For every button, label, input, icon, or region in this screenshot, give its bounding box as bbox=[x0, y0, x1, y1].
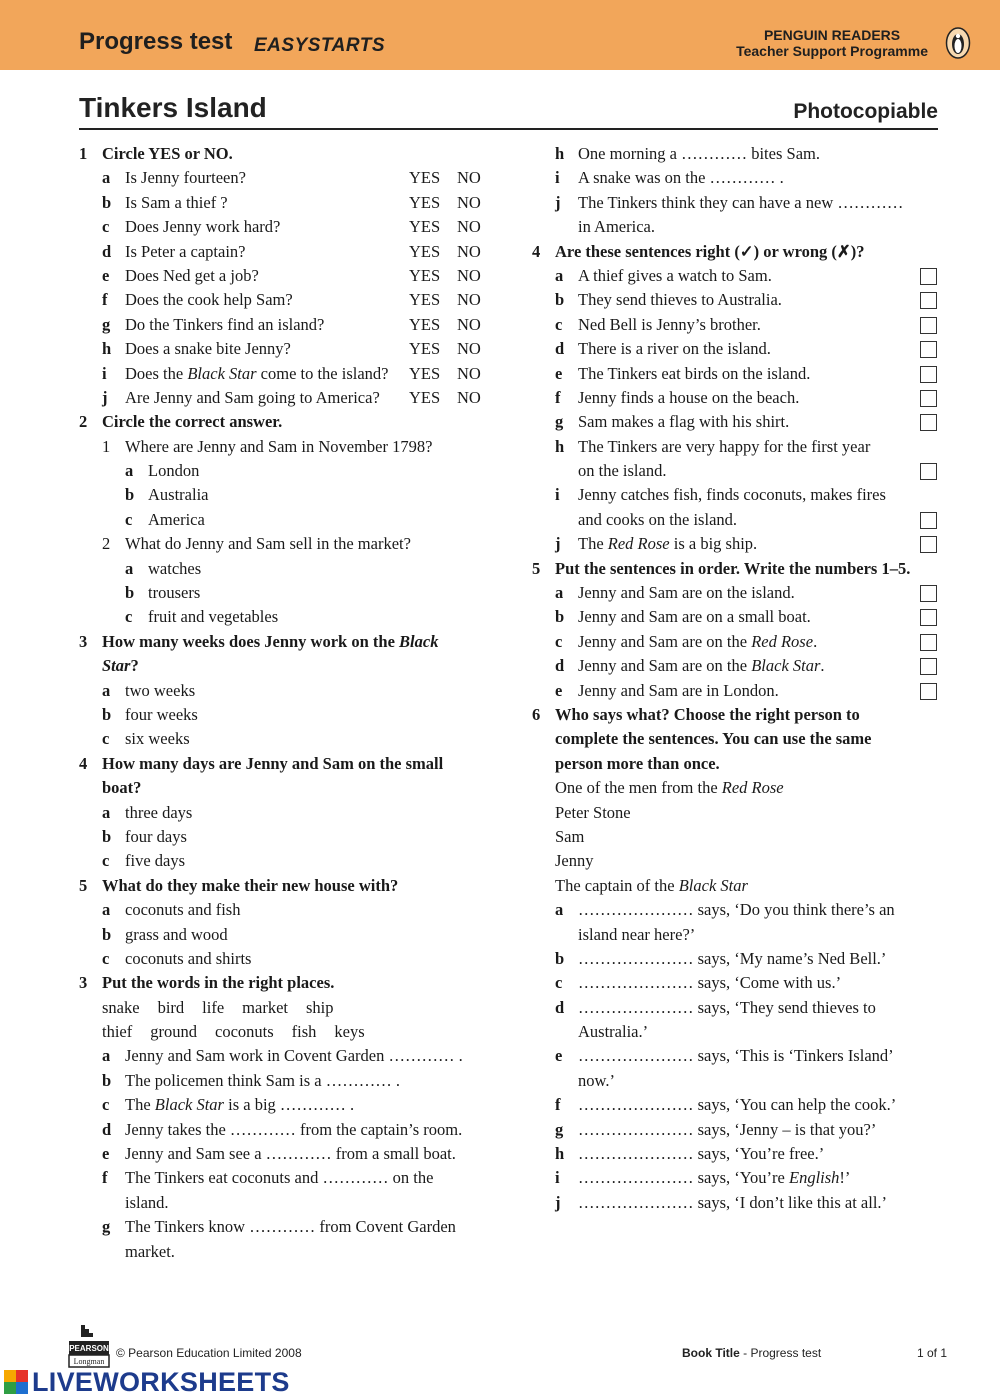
answer-checkbox[interactable] bbox=[920, 634, 937, 651]
answer-checkbox[interactable] bbox=[920, 463, 937, 480]
title-row bbox=[79, 92, 938, 130]
person-option: Sam bbox=[555, 826, 585, 846]
yes-no-item: g Do the Tinkers find an island? YES NO bbox=[79, 313, 499, 337]
word-bank-word: fish bbox=[291, 1022, 317, 1042]
book-title-footer: Book Title - Progress test bbox=[682, 1346, 822, 1360]
right-wrong-item: j The Red Rose is a big ship. bbox=[532, 532, 942, 556]
word-bank-word: thief bbox=[102, 1022, 133, 1042]
yes-no-item: b Is Sam a thief ? YES NO bbox=[79, 191, 499, 215]
question-heading: 5 What do they make their new house with? bbox=[79, 875, 399, 895]
word-bank-word: ship bbox=[305, 997, 334, 1017]
question-heading: 4 Are these sentences right (✓) or wrong (✗)? bbox=[532, 241, 865, 261]
gap-fill-item: a Jenny and Sam work in Covent Garden ………… . bbox=[102, 1046, 463, 1066]
people-list bbox=[532, 776, 942, 898]
q3-options bbox=[79, 679, 499, 752]
answer-option[interactable]: b grass and wood bbox=[102, 924, 228, 944]
answer-checkbox[interactable] bbox=[920, 292, 937, 309]
answer-option[interactable]: a watches bbox=[125, 558, 202, 578]
no-option[interactable]: NO bbox=[457, 241, 481, 261]
yes-option[interactable]: YES bbox=[409, 387, 441, 407]
answer-option[interactable]: c fruit and vegetables bbox=[125, 607, 279, 627]
liveworksheets-icon bbox=[4, 1370, 28, 1394]
answer-option[interactable]: a three days bbox=[102, 802, 193, 822]
right-wrong-item: b They send thieves to Australia. bbox=[532, 288, 942, 312]
word-bank-word: market bbox=[242, 997, 288, 1017]
svg-text:Longman: Longman bbox=[73, 1357, 105, 1366]
gap-fill-item: i A snake was on the ………… . bbox=[555, 168, 784, 188]
order-item: e Jenny and Sam are in London. bbox=[532, 679, 942, 703]
question-heading-cont: Star? bbox=[102, 656, 139, 676]
word-bank-word: bird bbox=[157, 997, 185, 1017]
question-heading: 3 How many weeks does Jenny work on the Black bbox=[79, 631, 439, 651]
header-subtitle: EASYSTARTS bbox=[254, 35, 385, 56]
yes-no-item: e Does Ned get a job? YES NO bbox=[79, 264, 499, 288]
no-option[interactable]: NO bbox=[457, 363, 481, 383]
order-item: d Jenny and Sam are on the Black Star. bbox=[532, 654, 942, 678]
answer-checkbox[interactable] bbox=[920, 390, 937, 407]
who-says-item: c ………………… says, ‘Come with us.’ bbox=[555, 973, 842, 993]
liveworksheets-wordmark: LIVEWORKSHEETS bbox=[32, 1366, 290, 1397]
document-title: Tinkers Island bbox=[79, 92, 267, 123]
yes-option[interactable]: YES bbox=[409, 168, 441, 188]
gap-fill-item-cont: market. bbox=[125, 1241, 175, 1261]
q4-options bbox=[79, 801, 499, 874]
question-heading: 2 Circle the correct answer. bbox=[79, 412, 283, 432]
yes-option[interactable]: YES bbox=[409, 192, 441, 212]
right-wrong-item: f Jenny finds a house on the beach. bbox=[532, 386, 942, 410]
right-wrong-item: h The Tinkers are very happy for the first year bbox=[555, 436, 871, 456]
answer-option[interactable]: b Australia bbox=[125, 485, 209, 505]
word-bank-word: coconuts bbox=[215, 1022, 274, 1042]
yes-no-item: f Does the cook help Sam? YES NO bbox=[79, 288, 499, 312]
word-bank-word: keys bbox=[334, 1022, 365, 1042]
gap-fill-item-cont: island. bbox=[125, 1192, 169, 1212]
question-heading: 4 How many days are Jenny and Sam on the small bbox=[79, 753, 444, 773]
gap-fill-item: g The Tinkers know ………… from Covent Garden bbox=[102, 1217, 456, 1237]
answer-checkbox[interactable] bbox=[920, 536, 937, 553]
header-title: Progress test bbox=[79, 28, 233, 55]
publisher-line-2: Teacher Support Programme bbox=[736, 43, 928, 59]
order-item: c Jenny and Sam are on the Red Rose. bbox=[532, 630, 942, 654]
who-says-item: e ………………… says, ‘This is ‘Tinkers Island’ bbox=[555, 1046, 894, 1066]
question-heading: 5 Put the sentences in order. Write the numbers 1–5. bbox=[532, 558, 911, 578]
who-says-item: a ………………… says, ‘Do you think there’s an bbox=[555, 900, 895, 920]
yes-no-item: a Is Jenny fourteen? YES NO bbox=[79, 166, 499, 190]
liveworksheets-logo bbox=[4, 1368, 290, 1396]
who-says-item: h ………………… says, ‘You’re free.’ bbox=[555, 1144, 825, 1164]
who-says-item: i ………………… says, ‘You’re English!’ bbox=[555, 1168, 851, 1188]
person-option: Jenny bbox=[555, 851, 594, 871]
photocopiable-label: Photocopiable bbox=[793, 100, 938, 123]
no-option[interactable]: NO bbox=[457, 387, 481, 407]
gap-fill-item: h One morning a ………… bites Sam. bbox=[555, 144, 820, 163]
left-column bbox=[79, 142, 499, 1264]
who-says-item: f ………………… says, ‘You can help the cook.’ bbox=[555, 1095, 897, 1115]
gap-fill-continued bbox=[532, 142, 942, 215]
yes-no-item: j Are Jenny and Sam going to America? YES NO bbox=[79, 386, 499, 410]
answer-checkbox[interactable] bbox=[920, 609, 937, 626]
answer-option[interactable]: b four days bbox=[102, 826, 187, 846]
answer-option[interactable]: a London bbox=[125, 461, 200, 481]
q2-1-options bbox=[79, 459, 499, 532]
order-item: b Jenny and Sam are on a small boat. bbox=[532, 605, 942, 629]
right-wrong-item: e The Tinkers eat birds on the island. bbox=[532, 362, 942, 386]
q2-2-options bbox=[79, 557, 499, 630]
yes-no-item: i Does the Black Star come to the island? YES NO bbox=[79, 362, 499, 386]
answer-checkbox[interactable] bbox=[920, 585, 937, 602]
right-wrong-item-cont: and cooks on the island. bbox=[532, 508, 942, 532]
answer-checkbox[interactable] bbox=[920, 317, 937, 334]
right-wrong-item-cont: on the island. bbox=[532, 459, 942, 483]
sub-question: 2 What do Jenny and Sam sell in the market? bbox=[102, 534, 411, 554]
person-option: Peter Stone bbox=[555, 802, 631, 822]
yes-option[interactable]: YES bbox=[409, 265, 441, 285]
answer-checkbox[interactable] bbox=[920, 658, 937, 675]
question-heading: 3 Put the words in the right places. bbox=[79, 973, 335, 993]
no-option[interactable]: NO bbox=[457, 314, 481, 334]
publisher-label bbox=[736, 27, 928, 59]
answer-checkbox[interactable] bbox=[920, 414, 937, 431]
who-says-item: j ………………… says, ‘I don’t like this at all.’ bbox=[555, 1192, 888, 1212]
gap-fill-item: e Jenny and Sam see a ………… from a small boat. bbox=[102, 1144, 456, 1164]
page-number: 1 of 1 bbox=[917, 1346, 948, 1360]
answer-option[interactable]: a coconuts and fish bbox=[102, 900, 241, 920]
answer-checkbox[interactable] bbox=[920, 341, 937, 358]
gap-fill-item: b The policemen think Sam is a ………… . bbox=[102, 1070, 400, 1090]
word-bank-word: snake bbox=[102, 997, 140, 1017]
question-heading-cont: boat? bbox=[102, 778, 142, 798]
svg-text:PEARSON: PEARSON bbox=[69, 1344, 109, 1353]
header-bar bbox=[0, 0, 1000, 70]
answer-checkbox[interactable] bbox=[920, 683, 937, 700]
no-option[interactable]: NO bbox=[457, 339, 481, 359]
word-bank-row bbox=[79, 996, 499, 1020]
copyright: © Pearson Education Limited 2008 bbox=[116, 1346, 302, 1360]
answer-option[interactable]: c five days bbox=[102, 851, 186, 871]
right-wrong-list bbox=[532, 264, 942, 435]
pearson-longman-logo-icon bbox=[67, 1323, 111, 1369]
yes-option[interactable]: YES bbox=[409, 241, 441, 261]
who-says-item: g ………………… says, ‘Jenny – is that you?’ bbox=[555, 1119, 877, 1139]
person-option: The captain of the Black Star bbox=[555, 875, 748, 895]
who-says-item-cont: Australia.’ bbox=[578, 1022, 649, 1042]
answer-checkbox[interactable] bbox=[920, 268, 937, 285]
yes-no-item: d Is Peter a captain? YES NO bbox=[79, 240, 499, 264]
right-wrong-item: c Ned Bell is Jenny’s brother. bbox=[532, 313, 942, 337]
yes-option[interactable]: YES bbox=[409, 314, 441, 334]
question-heading: 1 Circle YES or NO. bbox=[79, 144, 233, 163]
publisher-line-1: PENGUIN READERS bbox=[763, 27, 901, 43]
answer-option[interactable]: a two weeks bbox=[102, 680, 196, 700]
right-wrong-item: g Sam makes a flag with his shirt. bbox=[532, 410, 942, 434]
who-says-item: b ………………… says, ‘My name’s Ned Bell.’ bbox=[555, 948, 887, 968]
answer-checkbox[interactable] bbox=[920, 366, 937, 383]
gap-fill-item-cont: in America. bbox=[578, 217, 655, 237]
word-bank-word: life bbox=[202, 997, 225, 1017]
no-option[interactable]: NO bbox=[457, 217, 481, 237]
yes-option[interactable]: YES bbox=[409, 290, 441, 310]
question-heading-cont: person more than once. bbox=[555, 753, 720, 773]
who-says-item-cont: island near here?’ bbox=[578, 924, 696, 944]
right-wrong-item: d There is a river on the island. bbox=[532, 337, 942, 361]
yes-no-item: c Does Jenny work hard? YES NO bbox=[79, 215, 499, 239]
yes-option[interactable]: YES bbox=[409, 339, 441, 359]
yes-option[interactable]: YES bbox=[409, 363, 441, 383]
answer-option[interactable]: c America bbox=[125, 509, 205, 529]
question-heading: 6 Who says what? Choose the right person to bbox=[532, 704, 860, 724]
answer-checkbox[interactable] bbox=[920, 512, 937, 529]
gap-fill-item: d Jenny takes the ………… from the captain’s room. bbox=[102, 1119, 463, 1139]
answer-option[interactable]: b four weeks bbox=[102, 704, 198, 724]
answer-option[interactable]: b trousers bbox=[125, 583, 201, 603]
no-option[interactable]: NO bbox=[457, 192, 481, 212]
sub-question: 1 Where are Jenny and Sam in November 1798? bbox=[102, 436, 433, 456]
order-item: a Jenny and Sam are on the island. bbox=[532, 581, 942, 605]
word-bank-row bbox=[79, 1020, 499, 1044]
right-wrong-item: i Jenny catches fish, finds coconuts, makes fires bbox=[555, 485, 886, 505]
gap-fill-item: c The Black Star is a big ………… . bbox=[102, 1095, 355, 1115]
yes-no-item: h Does a snake bite Jenny? YES NO bbox=[79, 337, 499, 361]
gap-fill-list bbox=[79, 1044, 499, 1166]
gap-fill-item: f The Tinkers eat coconuts and ………… on the bbox=[102, 1168, 434, 1188]
q1-list bbox=[79, 166, 499, 410]
person-option: One of the men from the Red Rose bbox=[555, 778, 784, 798]
who-says-item-cont: now.’ bbox=[578, 1070, 615, 1090]
gap-fill-item: j The Tinkers think they can have a new ………… bbox=[555, 192, 904, 212]
q5-options bbox=[79, 898, 499, 971]
no-option[interactable]: NO bbox=[457, 265, 481, 285]
no-option[interactable]: NO bbox=[457, 290, 481, 310]
penguin-logo-icon bbox=[945, 27, 971, 59]
no-option[interactable]: NO bbox=[457, 168, 481, 188]
right-wrong-item: a A thief gives a watch to Sam. bbox=[532, 264, 942, 288]
answer-option[interactable]: c six weeks bbox=[102, 729, 190, 749]
answer-option[interactable]: c coconuts and shirts bbox=[102, 948, 252, 968]
word-bank-word: ground bbox=[150, 1022, 197, 1042]
who-says-item: d ………………… says, ‘They send thieves to bbox=[555, 997, 876, 1017]
order-list bbox=[532, 581, 942, 703]
right-column bbox=[532, 142, 942, 1215]
question-heading-cont: complete the sentences. You can use the same bbox=[555, 729, 872, 749]
yes-option[interactable]: YES bbox=[409, 217, 441, 237]
